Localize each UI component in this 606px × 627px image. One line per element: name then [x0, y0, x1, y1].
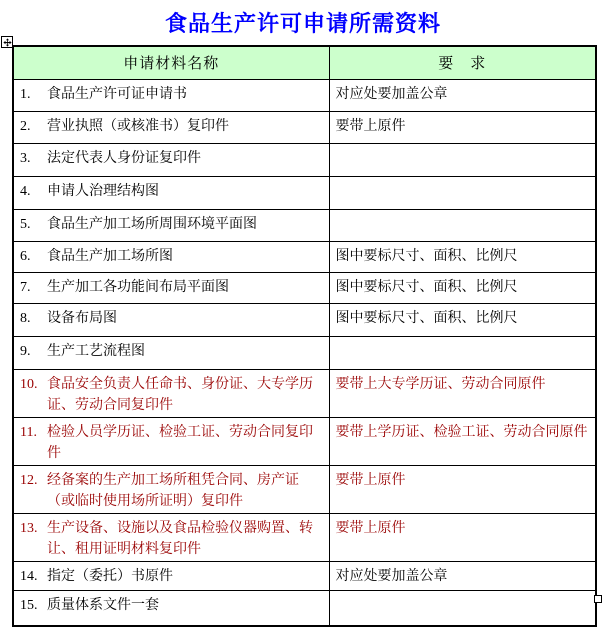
material-name: 生产加工各功能间布局平面图: [47, 279, 229, 295]
material-name-cell: [13, 241, 329, 272]
row-number: 2.: [20, 118, 31, 134]
table-row: [13, 111, 596, 143]
material-name-cell: [13, 417, 329, 465]
row-number: 11.: [20, 424, 37, 440]
requirement-cell: [329, 336, 596, 369]
material-name: 生产工艺流程图: [47, 343, 145, 359]
row-number: 9.: [20, 343, 31, 359]
material-name-cell: [13, 465, 329, 513]
table-row: [13, 513, 596, 561]
material-name: 经备案的生产加工场所租凭合同、房产证（或临时使用场所证明）复印件: [47, 472, 299, 509]
row-number: 1.: [20, 86, 31, 102]
row-number: 14.: [20, 568, 38, 584]
table-row: [13, 303, 596, 336]
material-name-cell: [13, 176, 329, 209]
requirement-cell: [329, 209, 596, 241]
material-name: 营业执照（或核准书）复印件: [47, 118, 229, 134]
table-row: [13, 241, 596, 272]
material-name: 法定代表人身份证复印件: [47, 150, 201, 166]
table-row: [13, 590, 596, 626]
material-name: 设备布局图: [47, 310, 117, 326]
column-header-requirement: 要 求: [329, 46, 596, 79]
table-row: [13, 79, 596, 111]
column-header-material-name: 申请材料名称: [13, 46, 329, 79]
row-number: 15.: [20, 597, 38, 613]
material-name: 检验人员学历证、检验工证、劳动合同复印件: [47, 424, 313, 461]
row-number: 8.: [20, 310, 31, 326]
material-name: 申请人治理结构图: [47, 183, 159, 199]
table-row: [13, 143, 596, 176]
table-resize-handle[interactable]: [594, 595, 602, 603]
material-name-cell: [13, 336, 329, 369]
material-name: 食品生产加工场所周围环境平面图: [47, 216, 257, 232]
row-number: 5.: [20, 216, 31, 232]
requirement-cell: 要带上原件: [329, 465, 596, 513]
material-name-cell: [13, 111, 329, 143]
requirement-cell: [329, 176, 596, 209]
table-header-row: [13, 46, 596, 79]
material-name: 生产设备、设施以及食品检验仪器购置、转让、租用证明材料复印件: [47, 520, 313, 557]
material-name-cell: [13, 303, 329, 336]
material-name-cell: [13, 143, 329, 176]
material-name-cell: [13, 79, 329, 111]
material-name: 指定（委托）书原件: [47, 568, 173, 584]
table-move-handle-icon: [3, 38, 12, 47]
table-row: [13, 336, 596, 369]
page-title: 食品生产许可申请所需资料: [164, 11, 441, 36]
material-name-cell: [13, 209, 329, 241]
table-row: [13, 561, 596, 590]
table-row: [13, 272, 596, 303]
row-number: 6.: [20, 248, 31, 264]
material-name: 食品安全负责人任命书、身份证、大专学历证、劳动合同复印件: [47, 376, 313, 413]
table-row: [13, 465, 596, 513]
requirement-cell: 图中要标尺寸、面积、比例尺: [329, 241, 596, 272]
table-row: [13, 209, 596, 241]
material-name-cell: [13, 272, 329, 303]
row-number: 7.: [20, 279, 31, 295]
table-row: [13, 176, 596, 209]
row-number: 12.: [20, 472, 38, 488]
table-row: [13, 417, 596, 465]
material-name-cell: [13, 590, 329, 626]
material-name: 食品生产加工场所图: [47, 248, 173, 264]
requirement-cell: 要带上大专学历证、劳动合同原件: [329, 369, 596, 417]
requirement-cell: 要带上学历证、检验工证、劳动合同原件: [329, 417, 596, 465]
table-row: [13, 369, 596, 417]
material-name: 食品生产许可证申请书: [47, 86, 187, 102]
requirement-cell: 图中要标尺寸、面积、比例尺: [329, 303, 596, 336]
material-name-cell: [13, 513, 329, 561]
requirements-table: [12, 45, 597, 627]
requirement-cell: 要带上原件: [329, 513, 596, 561]
material-name-cell: [13, 369, 329, 417]
row-number: 4.: [20, 183, 31, 199]
row-number: 10.: [20, 376, 38, 392]
requirement-cell: 图中要标尺寸、面积、比例尺: [329, 272, 596, 303]
row-number: 3.: [20, 150, 31, 166]
requirement-cell: [329, 143, 596, 176]
material-name-cell: [13, 561, 329, 590]
requirement-cell: 对应处要加盖公章: [329, 561, 596, 590]
requirement-cell: 要带上原件: [329, 111, 596, 143]
material-name: 质量体系文件一套: [47, 597, 159, 613]
row-number: 13.: [20, 520, 38, 536]
requirement-cell: [329, 590, 596, 626]
requirement-cell: 对应处要加盖公章: [329, 79, 596, 111]
